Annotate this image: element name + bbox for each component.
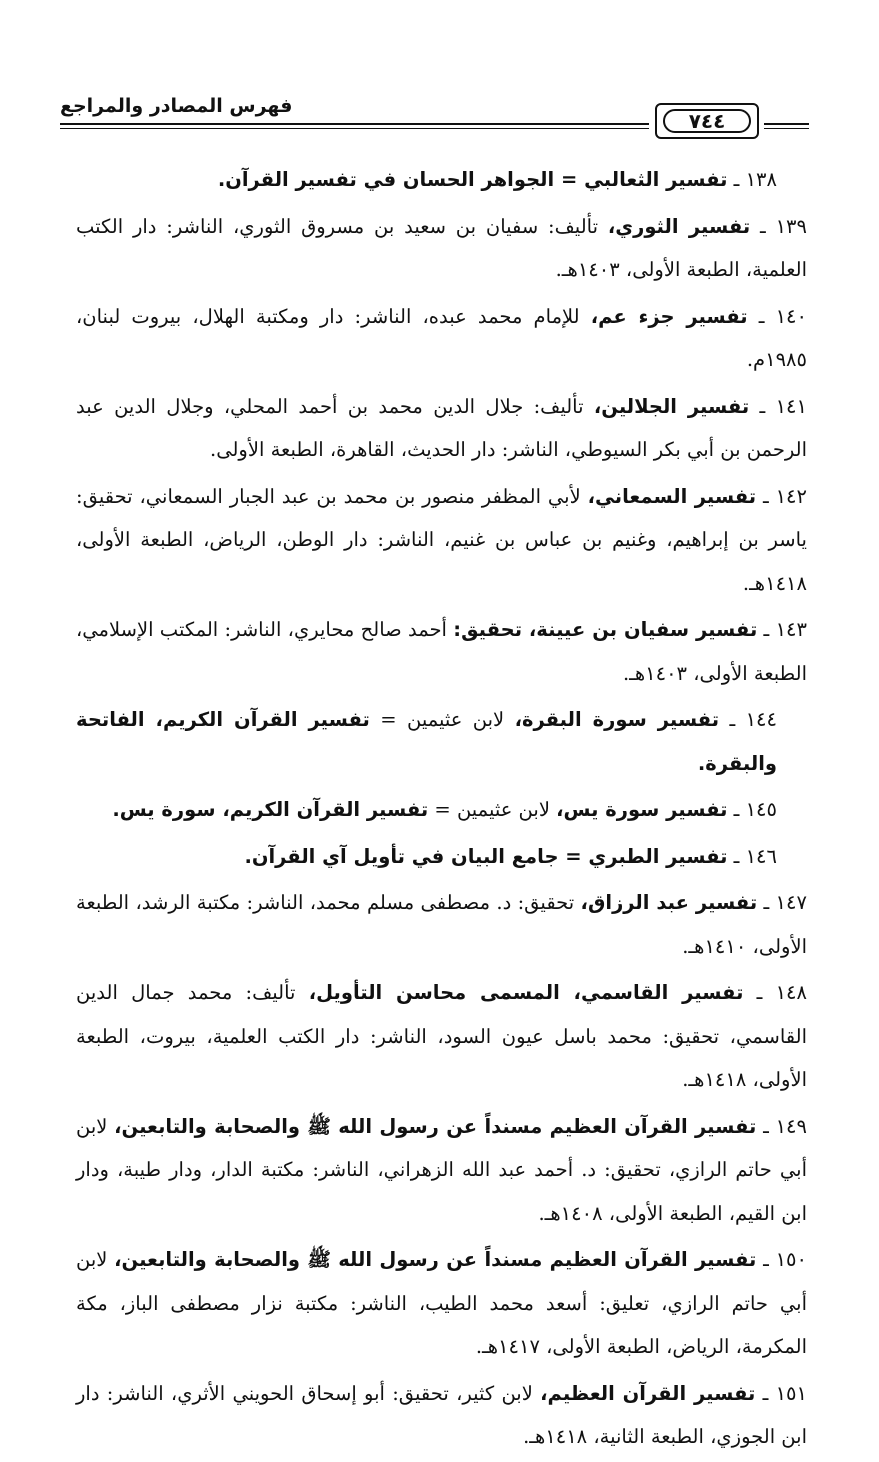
entry-cross-reference: تفسير القرآن الكريم، الفاتحة والبقرة. xyxy=(76,708,777,775)
bibliography-entry xyxy=(76,608,807,695)
entry-details: تأليف: محمد جمال الدين القاسمي، تحقيق: محمد باسل عيون السود، الناشر: دار الكتب العلمية، بيروت، الطبعة الأولى، ١٤١٨هـ. xyxy=(76,981,807,1091)
entry-title: تفسير القاسمي، المسمى محاسن التأويل، xyxy=(308,981,744,1004)
entry-number: ١٤٩ ـ xyxy=(756,1114,807,1138)
entry-number: ١٣٩ ـ xyxy=(750,214,807,238)
bibliography-entry xyxy=(76,475,807,606)
entry-title: تفسير سورة البقرة، xyxy=(514,708,720,731)
entry-title: تفسير القرآن العظيم مسنداً عن رسول الله ﷺ والصحابة والتابعين، xyxy=(114,1114,757,1138)
bibliography-entry xyxy=(76,835,807,879)
page-header xyxy=(60,95,809,145)
entry-number: ١٤٢ ـ xyxy=(756,484,807,508)
header-rule xyxy=(60,128,649,129)
entry-number: ١٣٨ ـ xyxy=(727,168,777,191)
entry-title: تفسير الثوري، xyxy=(607,214,751,238)
bibliography-entry xyxy=(76,881,807,968)
entry-number: ١٥٠ ـ xyxy=(756,1248,807,1271)
entry-title: تفسير سفيان بن عيينة، تحقيق: xyxy=(453,618,758,641)
entry-number: ١٤١ ـ xyxy=(749,394,807,418)
entry-details: لابن عثيمين = xyxy=(428,798,557,821)
entry-cross-reference: تفسير القرآن الكريم، سورة يس. xyxy=(112,798,429,821)
entry-number: ١٤٠ ـ xyxy=(747,304,807,328)
entry-details: لابن أبي حاتم الرازي، تحقيق: د. أحمد عبد الله الزهراني، الناشر: مكتبة الدار، ودار طيبة، ودار ابن القيم، الطبعة الأولى، ١٤٠٨هـ. xyxy=(76,1114,807,1225)
page-number: ٧٤٤ xyxy=(663,109,751,133)
entry-title: تفسير جزء عم، xyxy=(590,304,748,328)
entry-details: لابن عثيمين = xyxy=(369,708,515,731)
entry-details: لابن كثير، تحقيق: أبو إسحاق الحويني الأثري، الناشر: دار ابن الجوزي، الطبعة الثانية، ١٤١٨هـ. xyxy=(76,1381,807,1448)
bibliography-entry xyxy=(76,205,807,292)
entry-details: تحقيق: د. مصطفى مسلم محمد، الناشر: مكتبة الرشد، الطبعة الأولى، ١٤١٠هـ. xyxy=(76,891,807,958)
entry-details: تأليف: سفيان بن سعيد بن مسروق الثوري، الناشر: دار الكتب العلمية، الطبعة الأولى، ١٤٠٣هـ. xyxy=(76,214,807,281)
bibliography-entry xyxy=(76,1372,807,1459)
entry-title: تفسير القرآن العظيم، xyxy=(540,1381,756,1405)
bibliography-entry xyxy=(76,1105,807,1236)
header-rule xyxy=(764,128,809,129)
entry-number: ١٤٣ ـ xyxy=(757,618,807,641)
bibliography-entry xyxy=(76,1238,807,1369)
entry-title: تفسير الجلالين، xyxy=(593,394,750,418)
entry-details: لأبي المظفر منصور بن محمد بن عبد الجبار السمعاني، تحقيق: ياسر بن إبراهيم، وغنيم بن عباس بن غنيم، الناشر: دار الوطن، الرياض، الطبعة الأولى، ١٤١٨هـ. xyxy=(76,484,807,595)
entry-number: ١٤٧ ـ xyxy=(757,891,807,914)
entry-number: ١٤٦ ـ xyxy=(727,844,777,868)
entry-details: للإمام محمد عبده، الناشر: دار ومكتبة الهلال، بيروت لبنان، ١٩٨٥م. xyxy=(76,304,807,371)
entry-title: تفسير الطبري = جامع البيان في تأويل آي القرآن. xyxy=(244,844,728,868)
bibliography-entry xyxy=(76,385,807,472)
entry-title: تفسير السمعاني، xyxy=(587,484,757,508)
entry-details: تأليف: جلال الدين محمد بن أحمد المحلي، وجلال الدين عبد الرحمن بن أبي بكر السيوطي، الناشر: دار الحديث، القاهرة، الطبعة الأولى. xyxy=(76,394,807,461)
bibliography-entry xyxy=(76,698,807,785)
bibliography-entry xyxy=(76,158,807,202)
entry-title: تفسير القرآن العظيم مسنداً عن رسول الله ﷺ والصحابة والتابعين، xyxy=(114,1248,757,1271)
header-rule xyxy=(764,123,809,125)
bibliography-list xyxy=(76,158,807,1462)
bibliography-entry xyxy=(76,788,807,832)
entry-title: تفسير الثعالبي = الجواهر الحسان في تفسير القرآن. xyxy=(217,168,728,191)
entry-number: ١٤٥ ـ xyxy=(727,798,777,821)
entry-details: أحمد صالح محايري، الناشر: المكتب الإسلامي، الطبعة الأولى، ١٤٠٣هـ. xyxy=(76,618,807,685)
bibliography-entry xyxy=(76,295,807,382)
running-title: فهرس المصادر والمراجع xyxy=(60,95,293,117)
entry-number: ١٥١ ـ xyxy=(755,1381,807,1405)
header-rule xyxy=(60,123,649,125)
entry-title: تفسير سورة يس، xyxy=(556,798,728,821)
bibliography-entry xyxy=(76,971,807,1102)
entry-details: لابن أبي حاتم الرازي، تعليق: أسعد محمد الطيب، الناشر: مكتبة نزار مصطفى الباز، مكة المكرمة، الرياض، الطبعة الأولى، ١٤١٧هـ. xyxy=(76,1248,807,1358)
page-number-frame xyxy=(655,103,759,139)
entry-title: تفسير عبد الرزاق، xyxy=(580,891,758,914)
entry-number: ١٤٤ ـ xyxy=(719,708,777,731)
entry-number: ١٤٨ ـ xyxy=(743,981,807,1004)
